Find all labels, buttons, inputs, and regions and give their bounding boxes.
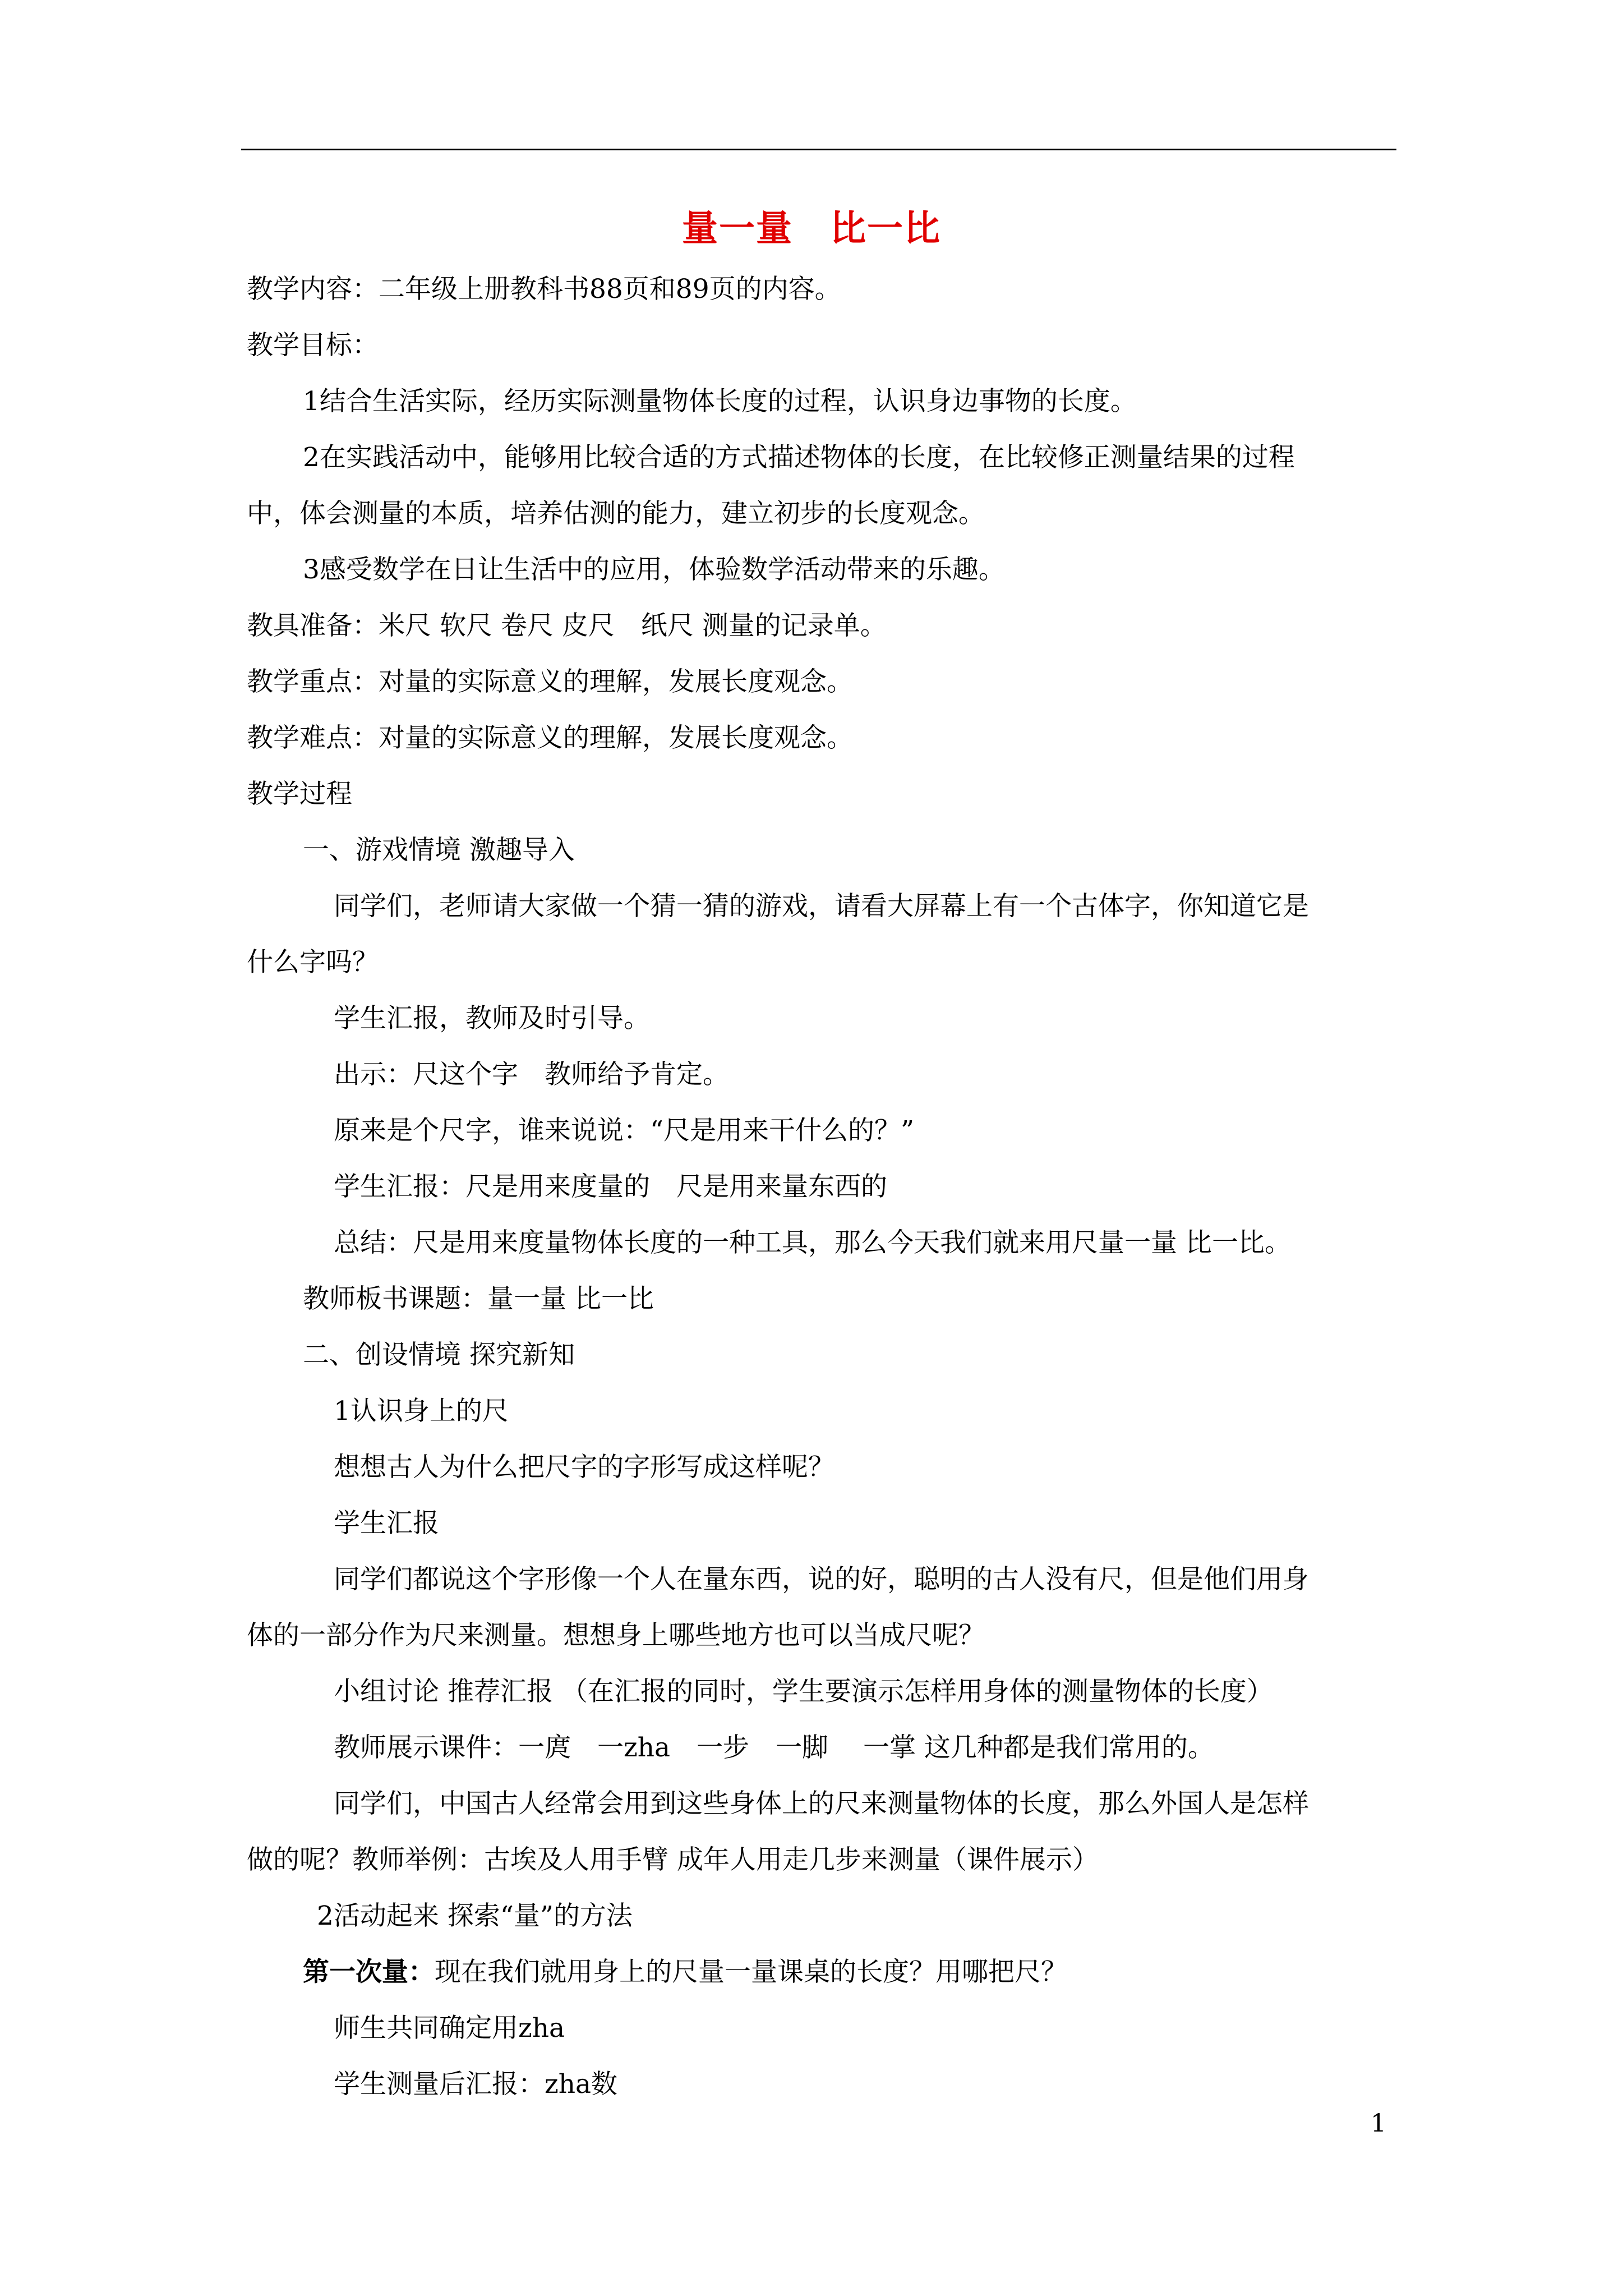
page-number: 1: [1371, 2109, 1386, 2138]
text-line: 想想古人为什么把尺字的字形写成这样呢？: [334, 1452, 834, 1483]
text-line: 教师板书课题：量一量 比一比: [303, 1283, 654, 1314]
text-line: 小组讨论 推荐汇报 （在汇报的同时，学生要演示怎样用身体的测量物体的长度）: [334, 1676, 1273, 1707]
text-line: 1结合生活实际，经历实际测量物体长度的过程，认识身边事物的长度。: [303, 386, 1137, 417]
text-line: 同学们，老师请大家做一个猜一猜的游戏，请看大屏幕上有一个古体字，你知道它是: [334, 891, 1309, 922]
header-rule: [241, 149, 1396, 150]
text-line: 2活动起来 探索“量”的方法: [317, 1901, 633, 1931]
text-line: 同学们，中国古人经常会用到这些身体上的尺来测量物体的长度，那么外国人是怎样: [334, 1788, 1309, 1819]
text-line: 二、创设情境 探究新知: [303, 1340, 575, 1370]
text-line: 师生共同确定用zha: [334, 2013, 565, 2044]
text-line: 3感受数学在日让生活中的应用，体验数学活动带来的乐趣。: [303, 554, 1005, 585]
text-line: 学生汇报: [334, 1508, 439, 1539]
text-line: 教学难点：对量的实际意义的理解，发展长度观念。: [247, 723, 853, 753]
text-line: 学生汇报，教师及时引导。: [334, 1003, 650, 1034]
text-line: 体的一部分作为尺来测量。想想身上哪些地方也可以当成尺呢？: [247, 1620, 985, 1651]
text-line: 什么字吗？: [247, 947, 379, 978]
text-line-rest: 现在我们就用身上的尺量一量课桌的长度？用哪把尺？: [435, 1957, 1067, 1987]
text-line: 学生汇报：尺是用来度量的 尺是用来量东西的: [334, 1171, 887, 1202]
text-line: 教学过程: [247, 779, 352, 809]
text-line: [303, 1955, 1067, 1989]
text-line: 做的呢？教师举例：古埃及人用手臂 成年人用走几步来测量（课件展示）: [247, 1844, 1099, 1875]
text-line: 出示：尺这个字 教师给予肯定。: [334, 1059, 729, 1090]
text-line: 中，体会测量的本质，培养估测的能力，建立初步的长度观念。: [247, 498, 985, 529]
text-line: 一、游戏情境 激趣导入: [303, 835, 575, 866]
page-title: 量一量 比一比: [682, 208, 941, 250]
text-line: 教师展示课件：一庹 一zha 一步 一脚 一掌 这几种都是我们常用的。: [334, 1732, 1214, 1763]
text-line: 原来是个尺字，谁来说说：“尺是用来干什么的？”: [334, 1115, 915, 1146]
text-line: 总结：尺是用来度量物体长度的一种工具，那么今天我们就来用尺量一量 比一比。: [334, 1227, 1291, 1258]
text-line: 2在实践活动中，能够用比较合适的方式描述物体的长度，在比较修正测量结果的过程: [303, 442, 1295, 473]
text-line: 学生测量后汇报：zha数: [334, 2069, 618, 2100]
text-line: 同学们都说这个字形像一个人在量东西，说的好，聪明的古人没有尺，但是他们用身: [334, 1564, 1309, 1595]
text-line: 教具准备：米尺 软尺 卷尺 皮尺 纸尺 测量的记录单。: [247, 610, 887, 641]
text-line: 1认识身上的尺: [334, 1396, 509, 1427]
text-line: 教学重点：对量的实际意义的理解，发展长度观念。: [247, 666, 853, 697]
bold-label: 第一次量：: [303, 1957, 435, 1987]
text-line: 教学目标：: [247, 330, 379, 361]
text-line: 教学内容：二年级上册教科书88页和89页的内容。: [247, 274, 841, 305]
